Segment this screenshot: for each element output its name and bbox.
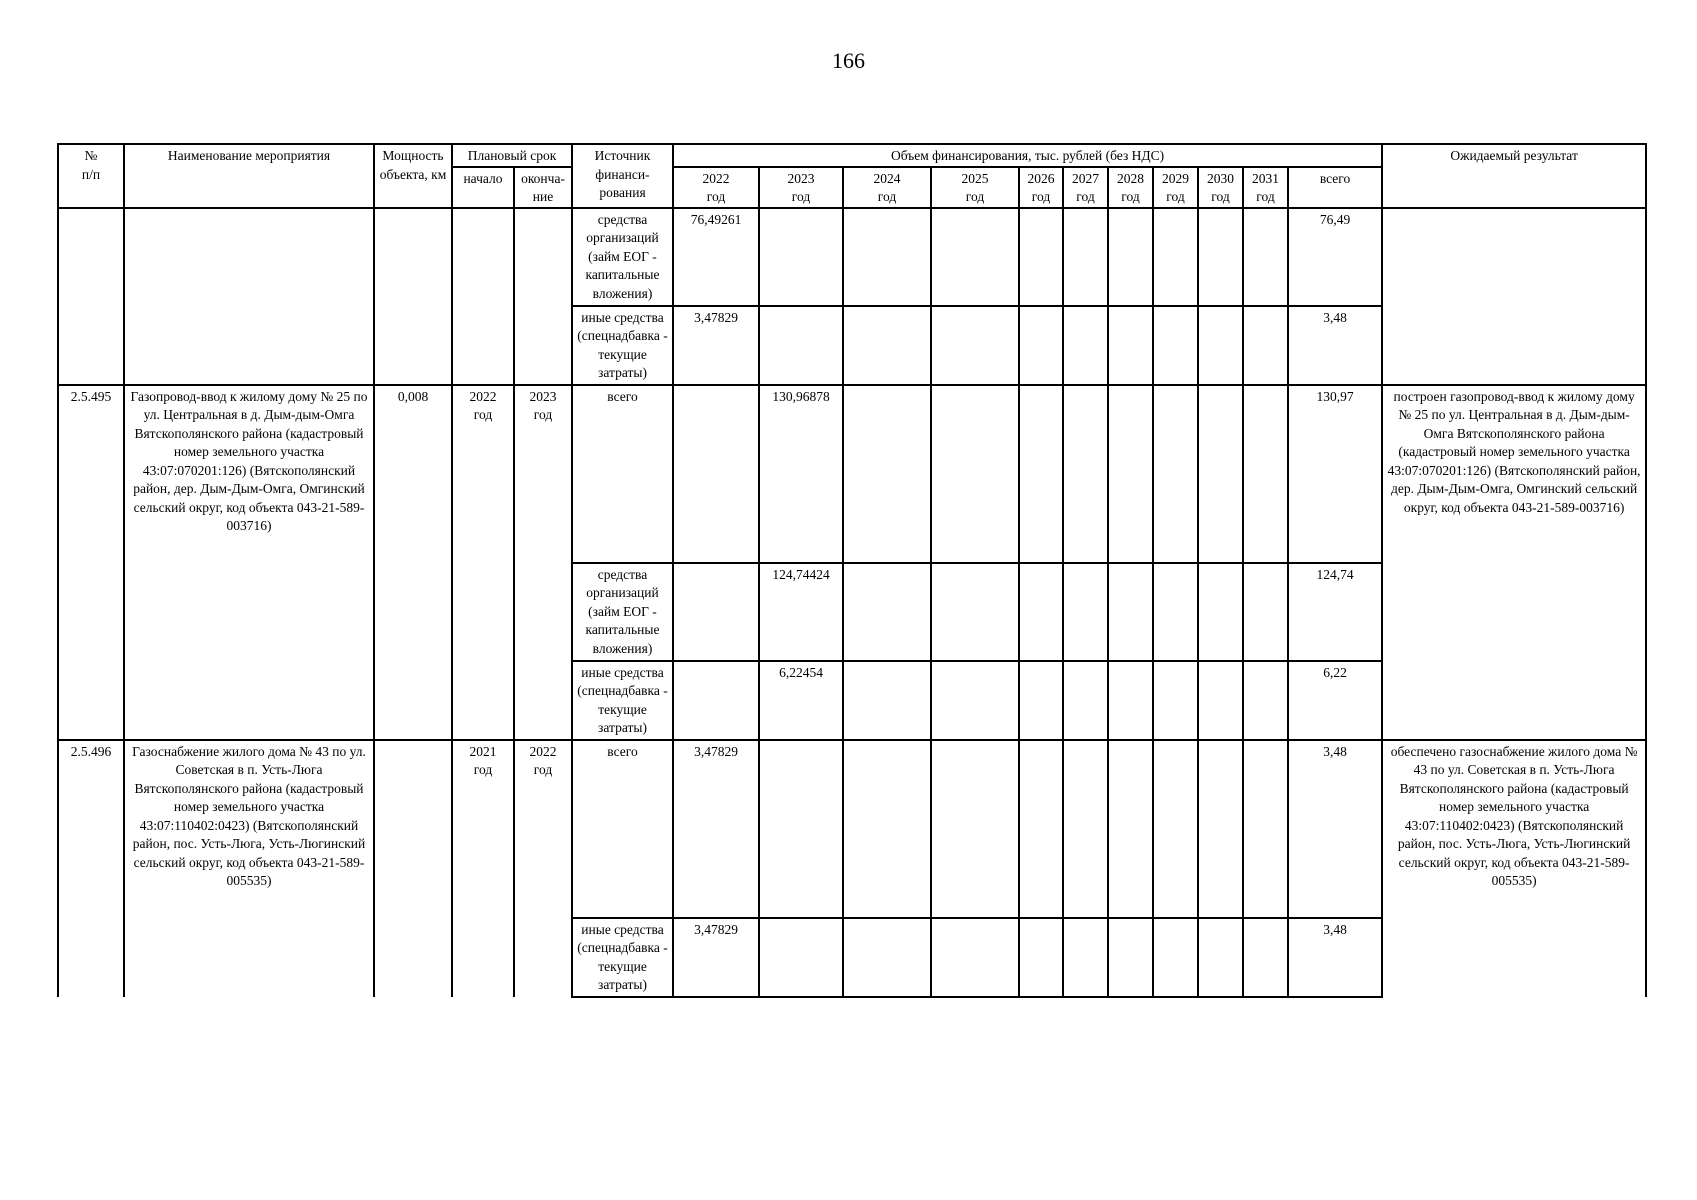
- header-year-2030: 2030 год: [1198, 167, 1243, 208]
- cell-source: средства организаций (займ ЕОГ - капитальные вложения): [572, 563, 673, 661]
- cell-result: построен газопровод-ввод к жилому дому № 25 по ул. Центральная в д. Дым-дым-Омга Вятскополянского района (кадастровый номер земельного участка 43:07:070201:126) (Вятскополянский район, дер. Дым-Дым-Омга, Омгинский сельский округ, код объекта 043-21-589-003716): [1382, 385, 1646, 740]
- header-year-2027: 2027 год: [1063, 167, 1108, 208]
- cell-year-2026: [1019, 208, 1063, 306]
- cell-year-2026: [1019, 563, 1063, 661]
- cell-num: 2.5.495: [58, 385, 124, 740]
- cell-year-2031: [1243, 661, 1288, 740]
- cell-year-2023: [759, 306, 843, 385]
- cell-year-2028: [1108, 306, 1153, 385]
- cell-year-2022: 76,49261: [673, 208, 759, 306]
- header-year-2029: 2029 год: [1153, 167, 1198, 208]
- header-source: Источник финанси- рования: [572, 144, 673, 208]
- header-year-2028: 2028 год: [1108, 167, 1153, 208]
- page-number: 166: [832, 48, 865, 73]
- cell-result: [1382, 208, 1646, 385]
- cell-year-2022: [673, 385, 759, 563]
- cell-start: 2022 год: [452, 385, 514, 740]
- header-year-2026: 2026 год: [1019, 167, 1063, 208]
- cell-year-2029: [1153, 661, 1198, 740]
- cell-total: 3,48: [1288, 918, 1382, 997]
- cell-year-2029: [1153, 918, 1198, 997]
- cell-year-2026: [1019, 661, 1063, 740]
- cell-capacity: 0,008: [374, 385, 452, 740]
- cell-year-2023: [759, 208, 843, 306]
- cell-total: 3,48: [1288, 306, 1382, 385]
- cell-year-2022: [673, 563, 759, 661]
- cell-total: 124,74: [1288, 563, 1382, 661]
- cell-year-2027: [1063, 385, 1108, 563]
- cell-year-2025: [931, 918, 1019, 997]
- cell-capacity: [374, 740, 452, 997]
- cell-year-2027: [1063, 563, 1108, 661]
- cell-total: 130,97: [1288, 385, 1382, 563]
- cell-year-2029: [1153, 306, 1198, 385]
- header-total: всего: [1288, 167, 1382, 208]
- cell-year-2023: [759, 918, 843, 997]
- cell-total: 3,48: [1288, 740, 1382, 918]
- funding-table: [57, 143, 1647, 998]
- cell-source: иные средства (спецнадбавка - текущие затраты): [572, 306, 673, 385]
- cell-year-2031: [1243, 918, 1288, 997]
- cell-year-2027: [1063, 306, 1108, 385]
- header-end: оконча- ние: [514, 167, 572, 208]
- cell-year-2024: [843, 661, 931, 740]
- header-capacity: Мощность объекта, км: [374, 144, 452, 208]
- cell-name: [124, 208, 374, 385]
- header-year-2031: 2031 год: [1243, 167, 1288, 208]
- cell-year-2030: [1198, 740, 1243, 918]
- cell-year-2023: 6,22454: [759, 661, 843, 740]
- cell-year-2028: [1108, 661, 1153, 740]
- cell-end: 2023 год: [514, 385, 572, 740]
- cell-year-2024: [843, 563, 931, 661]
- cell-year-2022: 3,47829: [673, 918, 759, 997]
- cell-result: обеспечено газоснабжение жилого дома № 43 по ул. Советская в п. Усть-Люга Вятскополянского района (кадастровый номер земельного участка 43:07:110402:0423) (Вятскополянский район, пос. Усть-Люга, Усть-Люгинский сельский округ, код объекта 043-21-589-005535): [1382, 740, 1646, 997]
- cell-year-2027: [1063, 208, 1108, 306]
- header-year-2023: 2023 год: [759, 167, 843, 208]
- cell-year-2029: [1153, 385, 1198, 563]
- cell-total: 76,49: [1288, 208, 1382, 306]
- cell-start: [452, 208, 514, 385]
- cell-source: средства организаций (займ ЕОГ - капитальные вложения): [572, 208, 673, 306]
- cell-source: иные средства (спецнадбавка - текущие затраты): [572, 661, 673, 740]
- cell-name: Газопровод-ввод к жилому дому № 25 по ул. Центральная в д. Дым-дым-Омга Вятскополянского района (кадастровый номер земельного участка 43:07:070201:126) (Вятскополянский район, дер. Дым-Дым-Омга, Омгинский сельский округ, код объекта 043-21-589-003716): [124, 385, 374, 740]
- cell-year-2030: [1198, 918, 1243, 997]
- cell-year-2024: [843, 740, 931, 918]
- cell-year-2030: [1198, 661, 1243, 740]
- cell-year-2025: [931, 385, 1019, 563]
- cell-source: всего: [572, 385, 673, 563]
- cell-year-2025: [931, 208, 1019, 306]
- header-num: № п/п: [58, 144, 124, 208]
- cell-year-2022: [673, 661, 759, 740]
- cell-year-2024: [843, 918, 931, 997]
- header-year-2024: 2024 год: [843, 167, 931, 208]
- cell-end: 2022 год: [514, 740, 572, 997]
- cell-year-2023: [759, 740, 843, 918]
- cell-year-2030: [1198, 563, 1243, 661]
- cell-year-2030: [1198, 208, 1243, 306]
- cell-year-2027: [1063, 740, 1108, 918]
- header-year-2025: 2025 год: [931, 167, 1019, 208]
- cell-year-2029: [1153, 740, 1198, 918]
- cell-source: всего: [572, 740, 673, 918]
- cell-year-2027: [1063, 918, 1108, 997]
- cell-capacity: [374, 208, 452, 385]
- cell-year-2030: [1198, 306, 1243, 385]
- cell-source: иные средства (спецнадбавка - текущие затраты): [572, 918, 673, 997]
- cell-year-2028: [1108, 918, 1153, 997]
- cell-num: [58, 208, 124, 385]
- table-row: [58, 208, 1646, 306]
- cell-year-2031: [1243, 740, 1288, 918]
- cell-year-2023: 130,96878: [759, 385, 843, 563]
- cell-end: [514, 208, 572, 385]
- cell-year-2025: [931, 661, 1019, 740]
- cell-year-2031: [1243, 563, 1288, 661]
- header-funding: Объем финансирования, тыс. рублей (без НДС): [673, 144, 1382, 167]
- cell-num: 2.5.496: [58, 740, 124, 997]
- cell-year-2028: [1108, 208, 1153, 306]
- header-name: Наименование мероприятия: [124, 144, 374, 208]
- table-row: [58, 385, 1646, 563]
- cell-year-2028: [1108, 563, 1153, 661]
- cell-year-2024: [843, 385, 931, 563]
- cell-year-2027: [1063, 661, 1108, 740]
- cell-start: 2021 год: [452, 740, 514, 997]
- cell-year-2031: [1243, 306, 1288, 385]
- table-row: [58, 740, 1646, 918]
- cell-year-2031: [1243, 385, 1288, 563]
- header-year-2022: 2022 год: [673, 167, 759, 208]
- cell-year-2025: [931, 563, 1019, 661]
- cell-year-2026: [1019, 385, 1063, 563]
- cell-year-2028: [1108, 740, 1153, 918]
- header-planned-term: Плановый срок: [452, 144, 572, 167]
- cell-year-2029: [1153, 563, 1198, 661]
- cell-year-2031: [1243, 208, 1288, 306]
- cell-year-2022: 3,47829: [673, 306, 759, 385]
- cell-year-2025: [931, 740, 1019, 918]
- cell-year-2022: 3,47829: [673, 740, 759, 918]
- cell-year-2029: [1153, 208, 1198, 306]
- header-start: начало: [452, 167, 514, 208]
- cell-year-2023: 124,74424: [759, 563, 843, 661]
- cell-year-2025: [931, 306, 1019, 385]
- header-result: Ожидаемый результат: [1382, 144, 1646, 208]
- cell-year-2026: [1019, 306, 1063, 385]
- cell-total: 6,22: [1288, 661, 1382, 740]
- cell-year-2026: [1019, 740, 1063, 918]
- cell-year-2028: [1108, 385, 1153, 563]
- cell-year-2024: [843, 306, 931, 385]
- cell-year-2030: [1198, 385, 1243, 563]
- cell-year-2026: [1019, 918, 1063, 997]
- cell-year-2024: [843, 208, 931, 306]
- cell-name: Газоснабжение жилого дома № 43 по ул. Советская в п. Усть-Люга Вятскополянского района (кадастровый номер земельного участка 43:07:110402:0423) (Вятскополянский район, пос. Усть-Люга, Усть-Люгинский сельский округ, код объекта 043-21-589-005535): [124, 740, 374, 997]
